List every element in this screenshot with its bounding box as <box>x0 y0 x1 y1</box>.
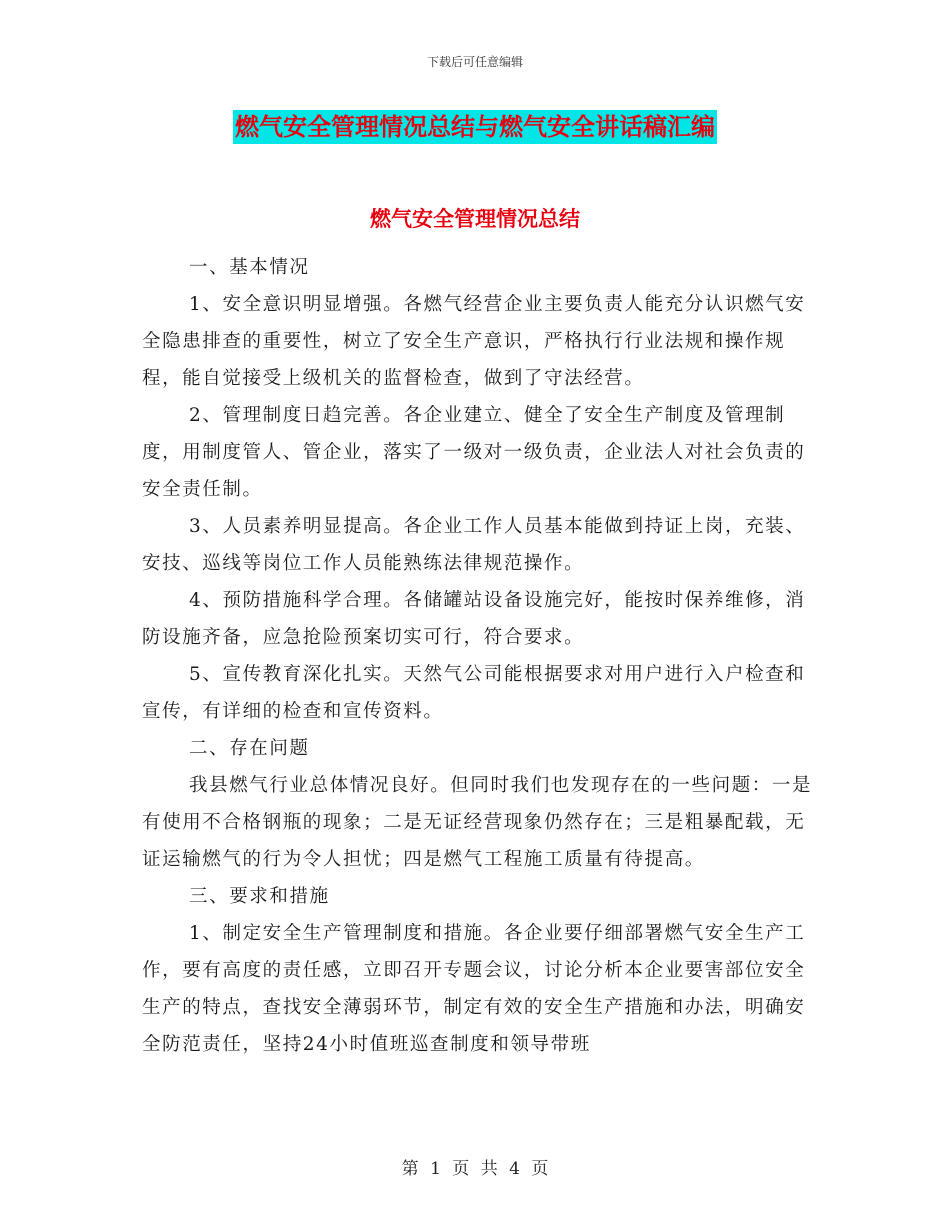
paragraph: 1、安全意识明显增强。各燃气经营企业主要负责人能充分认识燃气安全隐患排查的重要性，树立了安全生产意识，严格执行行业法规和操作规程，能自觉接受上级机关的监督检查，做到了守法经营。 <box>142 294 806 389</box>
page-footer: 第 1 页 共 4 页 <box>401 1159 549 1179</box>
paragraph: 5、宣传教育深化扎实。天然气公司能根据要求对用户进行入户检查和宣传，有详细的检查和宣传资料。 <box>142 664 806 722</box>
paragraph: 2、管理制度日趋完善。各企业建立、健全了安全生产制度及管理制度，用制度管人、管企业，落实了一级对一级负责，企业法人对社会负责的安全责任制。 <box>142 405 806 500</box>
section-title: 燃气安全管理情况总结 <box>370 207 580 231</box>
document-title-wrapper <box>0 110 950 144</box>
paragraph: 我县燃气行业总体情况良好。但同时我们也发现存在的一些问题：一是有使用不合格钢瓶的现象；二是无证经营现象仍然存在；三是粗暴配载，无证运输燃气的行为令人担忧；四是燃气工程施工质量有待提高。 <box>142 775 813 870</box>
paragraph: 4、预防措施科学合理。各储罐站设备设施完好，能按时保养维修，消防设施齐备，应急抢险预案切实可行，符合要求。 <box>142 590 806 648</box>
document-title: 燃气安全管理情况总结与燃气安全讲话稿汇编 <box>233 110 717 144</box>
paragraph-heading-3: 三、要求和措施 <box>189 886 330 907</box>
paragraph: 1、制定安全生产管理制度和措施。各企业要仔细部署燃气安全生产工作，要有高度的责任感，立即召开专题会议，讨论分析本企业要害部位安全生产的特点，查找安全薄弱环节，制定有效的安全生产措施和办法，明确安全防范责任，坚持24小时值班巡查制度和领导带班 <box>142 923 806 1055</box>
document-body <box>142 249 814 1063</box>
paragraph-heading-2: 二、存在问题 <box>189 738 310 759</box>
paragraph: 3、人员素养明显提高。各企业工作人员基本能做到持证上岗，充装、安技、巡线等岗位工作人员能熟练法律规范操作。 <box>142 516 806 574</box>
header-note: 下载后可任意编辑 <box>426 55 523 69</box>
paragraph-heading-1: 一、基本情况 <box>189 257 310 278</box>
